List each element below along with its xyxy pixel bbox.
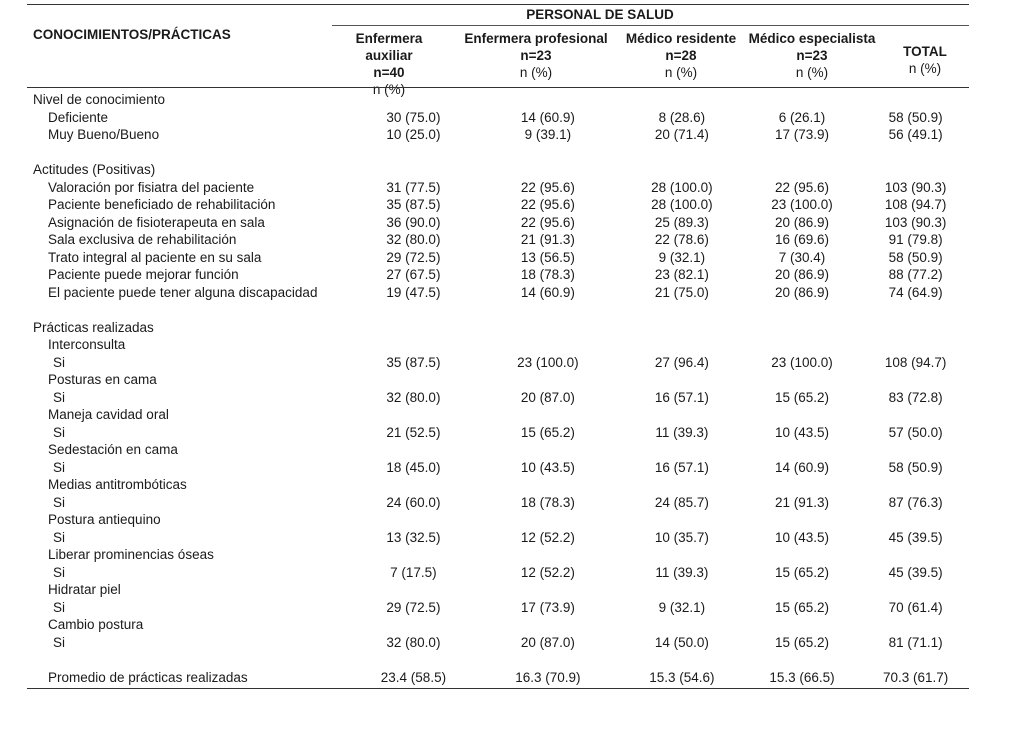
cell-value: 14 (60.9) — [520, 109, 575, 125]
cell-value: 15 (65.2) — [774, 599, 830, 615]
cell-value: 24 (60.0) — [386, 494, 441, 510]
row-label: Si — [53, 634, 66, 650]
cell-value: 23 (100.0) — [517, 354, 579, 370]
cell-value: 21 (91.3) — [520, 232, 575, 247]
column-header-medico-residente — [616, 30, 746, 81]
table-row — [27, 389, 969, 407]
spacer-row — [27, 651, 969, 669]
cell-value — [742, 441, 863, 459]
row-label: Nivel de conocimiento — [33, 92, 166, 107]
cell-value: 74 (64.9) — [888, 284, 943, 300]
cell-value — [474, 301, 622, 319]
cell-value: 8 (28.6) — [658, 109, 706, 125]
table-row — [27, 459, 969, 477]
cell-value — [353, 319, 474, 337]
cell-value — [742, 651, 863, 669]
table-row — [27, 616, 969, 634]
cell-value: 22 (95.6) — [774, 179, 830, 195]
cell-value: 10 (35.7) — [654, 529, 709, 545]
cell-value: 18 (45.0) — [386, 459, 441, 475]
table-row — [27, 266, 969, 284]
cell-value — [474, 511, 622, 529]
header-bottom-rule — [27, 87, 969, 88]
cell-value: 20 (71.4) — [654, 127, 709, 142]
cell-value: 27 (67.5) — [386, 267, 441, 282]
cell-value: 58 (50.9) — [888, 109, 943, 125]
cell-value: 87 (76.3) — [888, 494, 943, 510]
table-row — [27, 494, 969, 512]
cell-value — [474, 651, 622, 669]
cell-value: 25 (89.3) — [654, 214, 709, 230]
row-label: Si — [53, 599, 66, 615]
cell-value — [474, 616, 622, 634]
table-row — [27, 529, 969, 547]
cell-value — [474, 441, 622, 459]
cell-value: 21 (52.5) — [386, 424, 441, 440]
cell-value: 32 (80.0) — [386, 634, 441, 650]
cell-value: 32 (80.0) — [386, 389, 441, 405]
cell-value — [474, 336, 622, 354]
cell-value: 45 (39.5) — [888, 529, 943, 545]
column-header-medico-especialista — [747, 30, 877, 81]
cell-value — [862, 651, 969, 669]
table-row — [27, 476, 969, 494]
cell-value: 16 (69.6) — [774, 232, 830, 247]
cell-value: 103 (90.3) — [884, 179, 947, 195]
cell-value: 12 (52.2) — [520, 564, 575, 580]
cell-value: 16.3 (70.9) — [515, 669, 581, 685]
cell-value — [862, 441, 969, 459]
cell-value: 70.3 (61.7) — [882, 669, 949, 685]
cell-value: 23 (82.1) — [654, 267, 709, 282]
cell-value — [622, 546, 742, 564]
cell-value — [862, 406, 969, 424]
cell-value: 28 (100.0) — [651, 197, 713, 212]
cell-value: 83 (72.8) — [888, 389, 943, 405]
cell-value: 91 (79.8) — [888, 232, 943, 247]
cell-value — [862, 371, 969, 389]
cell-value — [742, 161, 863, 179]
cell-value: 16 (57.1) — [654, 459, 709, 475]
cell-value: 88 (77.2) — [888, 267, 943, 282]
table-row — [27, 634, 969, 652]
cell-value — [622, 301, 742, 319]
cell-value — [353, 371, 474, 389]
cell-value: 10 (43.5) — [520, 459, 575, 475]
row-label: Deficiente — [48, 109, 109, 125]
row-label: Si — [53, 564, 66, 580]
column-header-total — [880, 43, 970, 77]
table-row — [27, 91, 969, 109]
row-label: Interconsulta — [48, 337, 126, 352]
cell-value: 20 (86.9) — [774, 214, 830, 230]
cell-value: 20 (86.9) — [774, 267, 830, 282]
cell-value — [353, 336, 474, 354]
cell-value — [622, 581, 742, 599]
cell-value: 35 (87.5) — [386, 354, 441, 370]
cell-value — [622, 616, 742, 634]
cell-value: 81 (71.1) — [888, 634, 943, 650]
row-label: Paciente beneficiado de rehabilitación — [48, 197, 276, 212]
cell-value — [742, 336, 863, 354]
cell-value — [474, 371, 622, 389]
cell-value: 19 (47.5) — [386, 284, 441, 300]
cell-value — [742, 511, 863, 529]
group-rule — [332, 25, 969, 26]
cell-value — [742, 406, 863, 424]
cell-value — [862, 511, 969, 529]
cell-value — [353, 406, 474, 424]
cell-value: 13 (56.5) — [520, 249, 575, 265]
cell-value: 23 (100.0) — [771, 197, 833, 212]
row-label: Posturas en cama — [48, 372, 157, 387]
data-table — [27, 91, 969, 686]
cell-value: 14 (50.0) — [654, 634, 709, 650]
table-row — [27, 179, 969, 197]
cell-value: 23 (100.0) — [771, 354, 833, 370]
cell-value — [353, 161, 474, 179]
cell-value — [862, 476, 969, 494]
cell-value: 9 (39.1) — [524, 127, 572, 142]
cell-value: 11 (39.3) — [655, 424, 709, 440]
cell-value: 20 (87.0) — [520, 634, 575, 650]
row-label: Prácticas realizadas — [33, 319, 154, 335]
row-label: Cambio postura — [48, 617, 144, 632]
stub-column-title: CONOCIMIENTOS/PRÁCTICAS — [33, 27, 231, 42]
cell-value: 56 (49.1) — [888, 127, 943, 142]
table-row — [27, 371, 969, 389]
row-label: Si — [53, 354, 66, 370]
cell-value: 30 (75.0) — [386, 109, 441, 125]
cell-value — [353, 651, 474, 669]
cell-value: 21 (75.0) — [654, 284, 709, 300]
row-label: Asignación de fisioterapeuta en sala — [48, 214, 265, 230]
cell-value: 9 (32.1) — [658, 249, 706, 265]
row-label: Hidratar piel — [48, 582, 121, 597]
cell-value — [742, 546, 863, 564]
cell-value: 9 (32.1) — [658, 599, 706, 615]
cell-value: 58 (50.9) — [888, 249, 943, 265]
cell-value: 15.3 (54.6) — [649, 669, 715, 685]
cell-value: 17 (73.9) — [520, 599, 575, 615]
column-n: n=23 — [520, 48, 552, 63]
column-unit: n (%) — [795, 65, 829, 80]
table-body — [27, 91, 969, 686]
spacer-row — [27, 144, 969, 162]
cell-value — [862, 336, 969, 354]
cell-value: 57 (50.0) — [888, 424, 943, 440]
column-unit: n (%) — [664, 65, 698, 80]
cell-value — [742, 371, 863, 389]
cell-value — [622, 144, 742, 162]
row-label: El paciente puede tener alguna discapacidad — [48, 284, 318, 300]
column-name: Médico especialista — [748, 31, 876, 46]
table-row — [27, 109, 969, 127]
cell-value — [353, 476, 474, 494]
cell-value — [622, 161, 742, 179]
cell-value: 10 (43.5) — [774, 424, 830, 440]
cell-value: 22 (95.6) — [520, 197, 575, 212]
column-n: n=23 — [796, 48, 828, 63]
cell-value: 13 (32.5) — [386, 529, 441, 545]
table-row — [27, 441, 969, 459]
cell-value — [474, 476, 622, 494]
column-name: TOTAL — [903, 44, 947, 59]
row-label — [27, 651, 353, 669]
table-row — [27, 354, 969, 372]
cell-value — [862, 301, 969, 319]
table-row — [27, 249, 969, 267]
cell-value — [622, 319, 742, 337]
cell-value: 6 (26.1) — [778, 109, 826, 125]
cell-value — [353, 546, 474, 564]
column-unit: n (%) — [908, 61, 942, 76]
row-label — [27, 301, 353, 319]
table-row — [27, 406, 969, 424]
cell-value: 23.4 (58.5) — [380, 669, 447, 685]
cell-value: 12 (52.2) — [520, 529, 575, 545]
cell-value — [474, 581, 622, 599]
cell-value: 7 (30.4) — [778, 249, 826, 265]
column-n: n=40 — [373, 65, 405, 80]
cell-value: 70 (61.4) — [888, 599, 943, 615]
table-row — [27, 424, 969, 442]
cell-value — [622, 651, 742, 669]
cell-value — [353, 511, 474, 529]
row-label — [27, 144, 353, 162]
cell-value: 7 (17.5) — [390, 564, 437, 580]
cell-value: 14 (60.9) — [520, 284, 575, 300]
row-label: Si — [53, 389, 66, 405]
cell-value: 108 (94.7) — [884, 197, 947, 212]
row-label: Trato integral al paciente en su sala — [48, 249, 262, 265]
table-row — [27, 669, 969, 687]
row-label: Valoración por fisiatra del paciente — [48, 179, 255, 195]
table-row — [27, 581, 969, 599]
cell-value: 27 (96.4) — [654, 354, 709, 370]
cell-value: 11 (39.3) — [655, 564, 709, 580]
cell-value: 58 (50.9) — [888, 459, 943, 475]
cell-value: 10 (43.5) — [774, 529, 830, 545]
cell-value: 15 (65.2) — [774, 564, 830, 580]
cell-value — [474, 546, 622, 564]
cell-value — [862, 319, 969, 337]
cell-value — [353, 616, 474, 634]
cell-value — [742, 301, 863, 319]
cell-value — [862, 91, 969, 109]
column-unit: n (%) — [372, 82, 406, 97]
cell-value — [622, 511, 742, 529]
row-label: Paciente puede mejorar función — [48, 267, 239, 282]
cell-value: 15 (65.2) — [774, 634, 830, 650]
table-row — [27, 126, 969, 144]
table-row — [27, 196, 969, 214]
cell-value — [474, 144, 622, 162]
cell-value — [742, 476, 863, 494]
table-row — [27, 564, 969, 582]
table-row — [27, 599, 969, 617]
row-label: Medias antitrombóticas — [48, 477, 187, 492]
cell-value — [862, 616, 969, 634]
cell-value — [353, 581, 474, 599]
cell-value: 108 (94.7) — [884, 354, 947, 370]
cell-value: 20 (86.9) — [774, 284, 830, 300]
cell-value: 103 (90.3) — [884, 214, 947, 230]
cell-value: 14 (60.9) — [774, 459, 830, 475]
cell-value: 15 (65.2) — [774, 389, 830, 405]
cell-value — [742, 144, 863, 162]
table-row — [27, 214, 969, 232]
table-row — [27, 161, 969, 179]
cell-value: 21 (91.3) — [774, 494, 830, 510]
row-label: Maneja cavidad oral — [48, 407, 169, 422]
cell-value: 24 (85.7) — [654, 494, 709, 510]
cell-value: 35 (87.5) — [386, 197, 441, 212]
column-name: Enfermera auxiliar — [355, 31, 423, 63]
row-label: Muy Bueno/Bueno — [48, 127, 160, 142]
cell-value: 16 (57.1) — [654, 389, 709, 405]
cell-value — [474, 406, 622, 424]
cell-value: 29 (72.5) — [386, 249, 441, 265]
row-label: Liberar prominencias óseas — [48, 547, 214, 562]
row-label: Si — [53, 494, 66, 510]
row-label: Si — [53, 529, 66, 545]
cell-value — [474, 161, 622, 179]
cell-value — [353, 144, 474, 162]
bottom-rule — [27, 688, 969, 689]
table-row — [27, 511, 969, 529]
row-label: Sedestación en cama — [48, 442, 178, 457]
row-label: Si — [53, 424, 66, 440]
table-row — [27, 231, 969, 249]
cell-value — [742, 319, 863, 337]
cell-value: 18 (78.3) — [520, 494, 575, 510]
cell-value: 29 (72.5) — [386, 599, 441, 615]
cell-value — [742, 91, 863, 109]
cell-value: 15 (65.2) — [520, 424, 575, 440]
column-header-enfermera-profesional — [461, 30, 611, 81]
cell-value — [353, 91, 474, 109]
cell-value — [622, 406, 742, 424]
cell-value: 22 (95.6) — [520, 214, 575, 230]
row-label: Actitudes (Positivas) — [33, 162, 156, 177]
table-row — [27, 319, 969, 337]
cell-value: 36 (90.0) — [386, 214, 441, 230]
cell-value — [742, 581, 863, 599]
column-name: Enfermera profesional — [464, 31, 608, 46]
cell-value: 15.3 (66.5) — [769, 669, 835, 685]
cell-value: 31 (77.5) — [386, 179, 441, 195]
cell-value — [862, 546, 969, 564]
column-name: Médico residente — [625, 31, 737, 46]
spacer-row — [27, 301, 969, 319]
cell-value — [622, 441, 742, 459]
cell-value — [862, 581, 969, 599]
cell-value: 20 (87.0) — [520, 389, 575, 405]
cell-value: 18 (78.3) — [520, 267, 575, 282]
group-title: PERSONAL DE SALUD — [526, 7, 674, 22]
cell-value — [742, 616, 863, 634]
cell-value — [353, 301, 474, 319]
table-row — [27, 284, 969, 302]
cell-value — [862, 144, 969, 162]
cell-value — [862, 161, 969, 179]
row-label: Si — [53, 459, 66, 475]
cell-value: 22 (78.6) — [654, 232, 709, 247]
cell-value — [474, 91, 622, 109]
cell-value — [353, 441, 474, 459]
table-row — [27, 336, 969, 354]
top-rule — [27, 4, 969, 5]
cell-value: 28 (100.0) — [651, 179, 713, 195]
row-label: Promedio de prácticas realizadas — [48, 669, 248, 685]
row-label: Postura antiequino — [48, 512, 161, 527]
cell-value — [622, 476, 742, 494]
cell-value — [474, 319, 622, 337]
cell-value: 22 (95.6) — [520, 179, 575, 195]
cell-value — [622, 336, 742, 354]
cell-value: 32 (80.0) — [386, 232, 441, 247]
column-unit: n (%) — [519, 65, 553, 80]
column-n: n=28 — [665, 48, 697, 63]
table-row — [27, 546, 969, 564]
cell-value: 17 (73.9) — [774, 127, 830, 142]
cell-value — [622, 371, 742, 389]
cell-value — [622, 91, 742, 109]
cell-value: 45 (39.5) — [888, 564, 943, 580]
cell-value: 10 (25.0) — [386, 127, 441, 142]
row-label: Sala exclusiva de rehabilitación — [48, 232, 237, 247]
